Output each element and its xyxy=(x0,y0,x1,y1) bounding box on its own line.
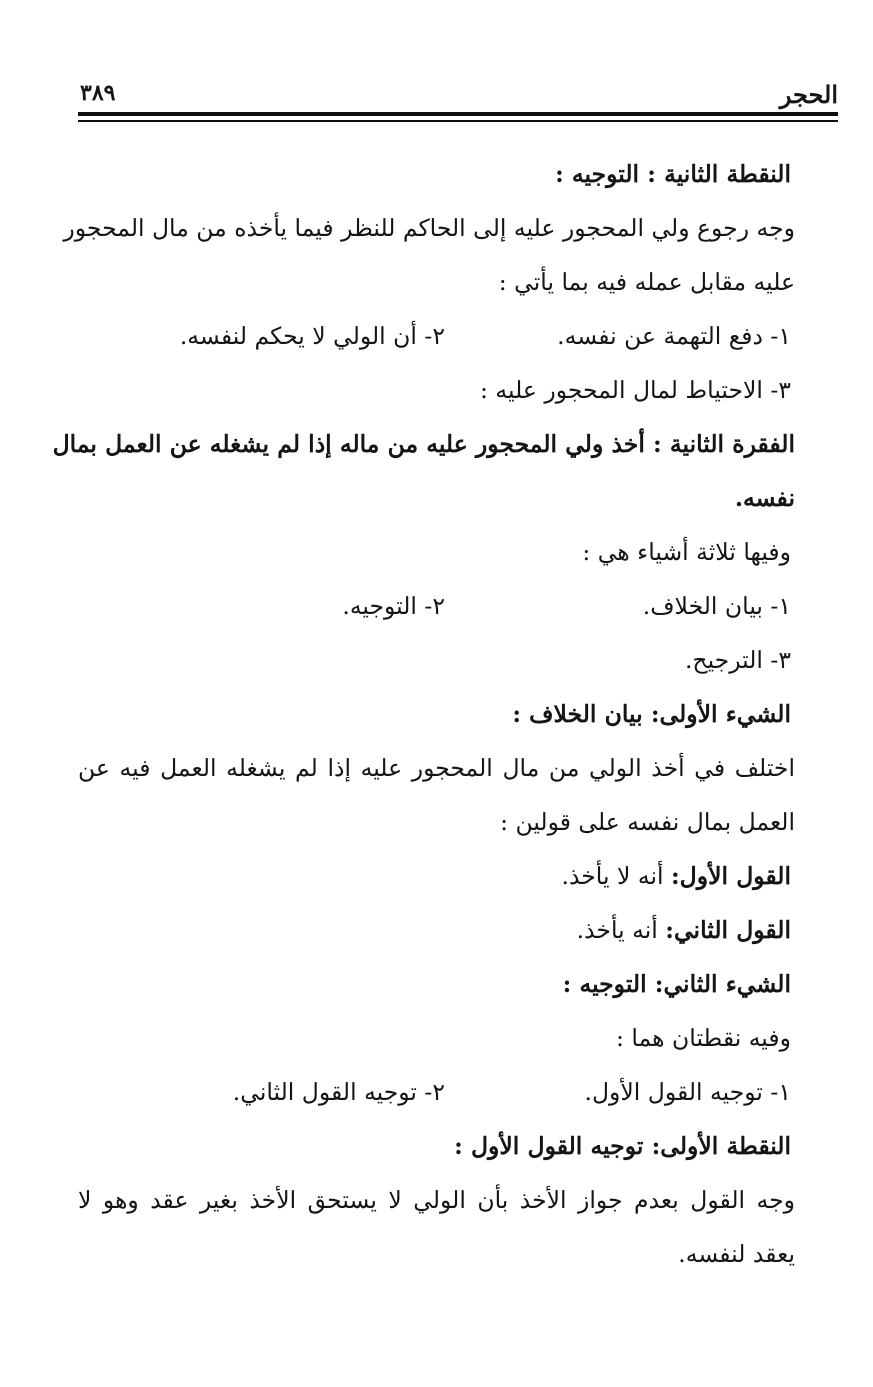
heading-paragraph-two-end: نفسه. xyxy=(734,484,795,512)
header-rule-thin xyxy=(78,120,838,122)
second-opinion-text: أنه يأخذ. xyxy=(576,916,666,944)
paragraph-line: يعقد لنفسه. xyxy=(678,1240,795,1268)
first-opinion-text: أنه لا يأخذ. xyxy=(561,862,671,890)
chapter-title: الحجر xyxy=(779,80,838,109)
heading-second-thing: الشيء الثاني: التوجيه : xyxy=(562,970,791,998)
second-opinion-line xyxy=(577,913,791,947)
heading-point-one: النقطة الأولى: توجيه القول الأول : xyxy=(454,1132,791,1160)
page-number: ٣٨٩ xyxy=(80,80,116,106)
first-opinion-label: القول الأول: xyxy=(670,862,791,890)
list-item-3: ٣- الترجيح. xyxy=(684,646,791,674)
header-rule-thick xyxy=(78,112,838,116)
first-opinion-line xyxy=(561,859,791,893)
second-opinion-label: القول الثاني: xyxy=(665,916,791,944)
paragraph-line: وفيها ثلاثة أشياء هي : xyxy=(582,538,791,566)
heading-point-two-guidance: النقطة الثانية : التوجيه : xyxy=(555,160,791,188)
paragraph-line: وجه القول بعدم جواز الأخذ بأن الولي لا يستحق الأخذ بغير عقد وهو لا xyxy=(78,1186,795,1214)
paragraph-line: وجه رجوع ولي المحجور عليه إلى الحاكم للنظر فيما يأخذه من مال المحجور xyxy=(63,214,795,242)
list-item-3: ٣- الاحتياط لمال المحجور عليه : xyxy=(480,376,791,404)
list-item-1: ١- بيان الخلاف. xyxy=(642,592,791,620)
paragraph-line: عليه مقابل عمله فيه بما يأتي : xyxy=(498,268,795,296)
paragraph-line: اختلف في أخذ الولي من مال المحجور عليه إذا لم يشغله العمل فيه عن xyxy=(78,754,795,782)
list-item-1: ١- دفع التهمة عن نفسه. xyxy=(557,322,791,350)
list-item-1: ١- توجيه القول الأول. xyxy=(584,1078,791,1106)
list-item-2: ٢- توجيه القول الثاني. xyxy=(232,1078,445,1106)
paragraph-line: العمل بمال نفسه على قولين : xyxy=(500,808,795,836)
list-item-2: ٢- أن الولي لا يحكم لنفسه. xyxy=(179,322,445,350)
paragraph-line: وفيه نقطتان هما : xyxy=(616,1024,791,1052)
heading-first-thing: الشيء الأولى: بيان الخلاف : xyxy=(512,700,791,728)
heading-paragraph-two: الفقرة الثانية : أخذ ولي المحجور عليه من ماله إذا لم يشغله عن العمل بمال xyxy=(52,430,795,458)
list-item-2: ٢- التوجيه. xyxy=(342,592,445,620)
